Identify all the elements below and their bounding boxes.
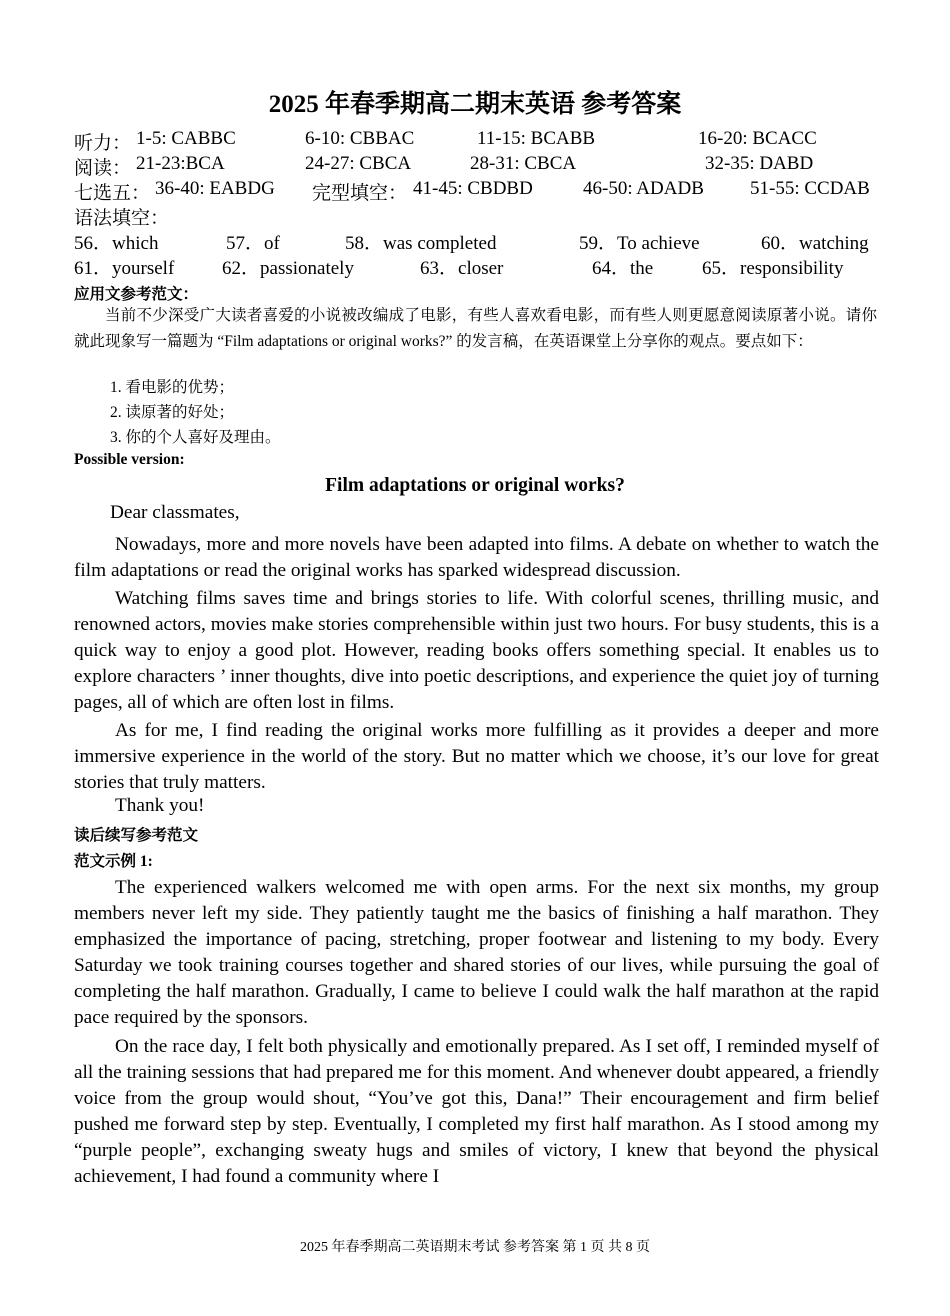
reading-28-31: 28-31: CBCA [470,153,577,174]
grammar-item-60: 60．watching [761,233,869,254]
seven-five-label: 七选五： [74,183,151,204]
writing-point-2: 2. 读原著的好处； [110,404,235,421]
reading-label: 阅读： [74,158,132,179]
reading-32-35: 32-35: DABD [705,153,814,174]
essay-paragraph-2: Watching films saves time and brings stories to life. With colorful scenes, thrilling music, and renowned actors, movies make stories comprehensible within just two hours. For busy students, this is a quick way to enjoy a good plot. However, reading books offers something special. It enables us to explore characters ’ inner thoughts, dive into poetic descriptions, and experience the quiet joy of turning pages, all of which are often lost in films. [74,588,879,713]
grammar-item-58: 58．was completed [345,233,497,254]
cloze-41-45: 41-45: CBDBD [413,178,533,199]
listening-1-5: 1-5: CABBC [136,128,236,149]
essay-closing: Thank you! [115,795,205,816]
listening-label: 听力： [74,133,132,154]
listening-16-20: 16-20: BCACC [698,128,817,149]
seven-five-36-40: 36-40: EABDG [155,178,275,199]
essay-paragraph-1: Nowadays, more and more novels have been adapted into films. A debate on whether to watch the film adaptations or read the original works has sparked widespread discussion. [74,534,879,581]
writing-point-1: 1. 看电影的优势； [110,379,235,396]
essay-title: Film adaptations or original works? [325,475,625,496]
grammar-item-62: 62．passionately [222,258,354,279]
grammar-item-61: 61．yourself [74,258,175,279]
cloze-label: 完型填空： [312,183,408,204]
cloze-51-55: 51-55: CCDAB [750,178,870,199]
grammar-item-64: 64．the [592,258,654,279]
reading-21-23: 21-23:BCA [136,153,225,174]
grammar-item-57: 57．of [226,233,280,254]
reading-24-27: 24-27: CBCA [305,153,412,174]
continuation-section-label: 读后续写参考范文 [74,827,199,844]
grammar-item-63: 63．closer [420,258,504,279]
listening-6-10: 6-10: CBBAC [305,128,415,149]
possible-version-label: Possible version: [74,451,185,468]
grammar-item-59: 59．To achieve [579,233,700,254]
writing-section-label: 应用文参考范文： [74,286,199,303]
essay-paragraph-3: As for me, I find reading the original works more fulfilling as it provides a deeper and more immersive experience in the world of the story. But no matter which we choose, it’s our love for great stories that truly matters. [74,720,879,793]
writing-point-3: 3. 你的个人喜好及理由。 [110,429,281,446]
listening-11-15: 11-15: BCABB [477,128,596,149]
cloze-46-50: 46-50: ADADB [583,178,704,199]
continuation-paragraph-2: On the race day, I felt both physically and emotionally prepared. As I set off, I reminded myself of all the training sessions that had prepared me for this moment. And whenever doubt appeared, a friendly voice from the group would shout, “You’ve got this, Dana!” Their encouragement and firm belief pushed me forward step by step. Eventually, I completed my first half marathon. As I stood among my “purple people”, exchanging sweaty hugs and smiles of victory, I knew that beyond the physical achievement, I had found a community where I [74,1036,879,1187]
writing-prompt: 当前不少深受广大读者喜爱的小说被改编成了电影，有些人喜欢看电影，而有些人则更愿意阅读原著小说。请你就此现象写一篇题为 “Film adaptations or original works?” 的发言稿，在英语课堂上分享你的观点。要点如下： [74,307,877,350]
grammar-label: 语法填空： [74,208,170,229]
continuation-example-label: 范文示例 1: [74,853,153,870]
page-footer: 2025 年春季期高二英语期末考试 参考答案 第 1 页 共 8 页 [300,1240,650,1255]
grammar-item-56: 56．which [74,233,159,254]
essay-greeting: Dear classmates, [110,502,240,523]
grammar-item-65: 65．responsibility [702,258,844,279]
continuation-paragraph-1: The experienced walkers welcomed me with open arms. For the next six months, my group members never left my side. They patiently taught me the basics of finishing a half marathon. They emphasized the importance of pacing, stretching, proper footwear and listening to my body. Every Saturday we took training courses together and shared stories of our lives, while pursuing the goal of completing the half marathon. Gradually, I came to believe I could walk the half marathon at the rapid pace required by the sponsors. [74,877,879,1028]
page-title: 2025 年春季期高二期末英语 参考答案 [268,91,682,118]
